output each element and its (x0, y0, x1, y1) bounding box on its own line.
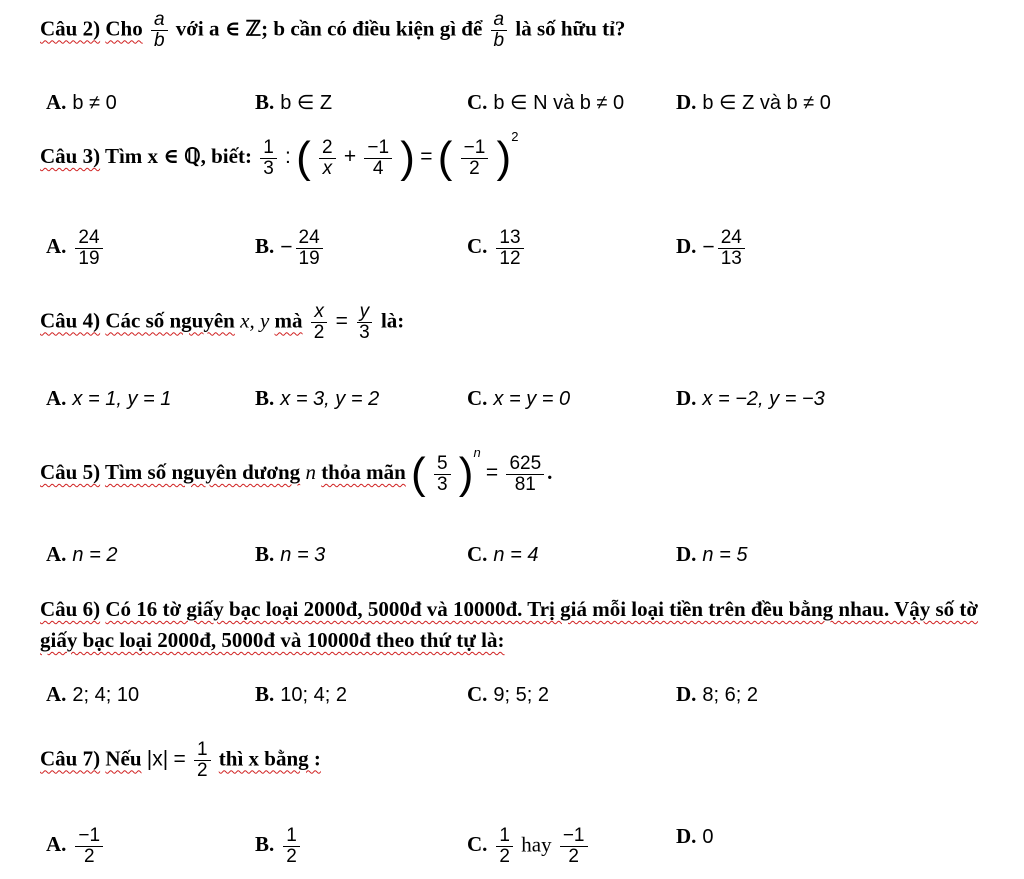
q7-fraction: $\frac{1}{2}$ (194, 740, 211, 781)
question-3-text: Tìm x ∈ ℚ, biết: (104, 144, 252, 168)
q5-paren-open: ( (411, 449, 426, 499)
q7-option-d[interactable]: D. 0 (676, 824, 714, 848)
q2-option-b[interactable]: B. b ∈ Z (255, 90, 333, 114)
question-2-label: Câu 2) (40, 16, 101, 41)
q2-option-c[interactable]: C. b ∈ N và b ≠ 0 (467, 90, 625, 114)
q5-period: . (547, 460, 553, 484)
question-7 (40, 740, 321, 781)
q7-option-a[interactable]: A. $\frac{-1}{2}$ (46, 826, 106, 867)
q4-equals: = (335, 309, 348, 333)
question-2-prefix: Cho (105, 16, 143, 41)
q5-equals: = (485, 461, 499, 484)
q7-equals: = (173, 747, 186, 771)
q3-option-a[interactable]: A. $\frac{24}{19}$ (46, 228, 106, 269)
q5-option-a[interactable]: A. n = 2 (46, 542, 118, 566)
q3-paren-open-2: ( (437, 133, 453, 183)
q6-option-c[interactable]: C. 9; 5; 2 (467, 682, 550, 706)
question-4-options (0, 388, 1024, 428)
q3-paren-close: ) (400, 133, 415, 183)
question-4-label: Câu 4) (40, 308, 101, 333)
q6-option-b[interactable]: B. 10; 4; 2 (255, 682, 347, 706)
q2-option-d[interactable]: D. b ∈ Z và b ≠ 0 (676, 90, 831, 114)
q7-suffix: thì x bằng : (218, 746, 321, 771)
question-6-options (0, 684, 1024, 724)
q3-option-b[interactable]: B. − $\frac{24}{19}$ (255, 228, 326, 269)
question-6-label: Câu 6) (40, 597, 101, 621)
q3-fraction-1: $\frac{1}{3}$ (260, 138, 277, 179)
q7-option-b[interactable]: B. $\frac{1}{2}$ (255, 826, 303, 867)
question-3-label: Câu 3) (40, 144, 101, 168)
q5-exponent: n (473, 445, 481, 460)
q3-exponent: 2 (511, 129, 519, 144)
question-4-text: Các số nguyên (105, 308, 235, 333)
q7-abs: |x| (146, 747, 169, 771)
q3-fraction-3: $\frac{-1}{4}$ (364, 138, 392, 179)
q3-colon: : (285, 145, 291, 168)
q4-ma: mà (274, 308, 303, 333)
q3-option-c[interactable]: C. $\frac{13}{12}$ (467, 228, 527, 269)
question-2-options (0, 92, 1024, 132)
q4-vars: x, y (240, 308, 270, 333)
q4-option-d[interactable]: D. x = −2, y = −3 (676, 386, 825, 410)
q5-fraction-1: $\frac{5}{3}$ (434, 454, 451, 495)
question-3-options (0, 228, 1024, 268)
question-7-label: Câu 7) (40, 746, 101, 771)
q5-fraction-2: $\frac{625}{81}$ (506, 454, 544, 495)
q5-paren-close: ) (458, 449, 474, 499)
q3-fraction-4: $\frac{-1}{2}$ (461, 138, 489, 179)
q4-option-b[interactable]: B. x = 3, y = 2 (255, 386, 380, 410)
q4-fraction-1: $\frac{x}{2}$ (311, 302, 328, 343)
q3-equals: = (420, 145, 433, 168)
q3-option-d[interactable]: D. − $\frac{24}{13}$ (676, 228, 748, 269)
q4-option-c[interactable]: C. x = y = 0 (467, 386, 571, 410)
question-2-middle: với a ∈ ℤ; b cần có điều kiện gì để (175, 16, 483, 41)
question-4 (40, 302, 404, 343)
question-5-text-2: thỏa mãn (321, 460, 406, 484)
q5-option-b[interactable]: B. n = 3 (255, 542, 326, 566)
q6-option-a[interactable]: A. 2; 4; 10 (46, 682, 140, 706)
question-6-text: Có 16 tờ giấy bạc loại 2000đ, 5000đ và 10000đ. Trị giá mỗi loại tiền trên đều bằng nhau. Vậy số tờ giấy bạc loại 2000đ, 5000đ và 10000đ theo thứ tự là: (40, 597, 979, 652)
question-2 (40, 10, 625, 51)
q3-plus: + (343, 145, 357, 168)
q7-option-c[interactable]: C. $\frac{1}{2}$ hay $\frac{-1}{2}$ (467, 826, 591, 867)
question-2-suffix: là số hữu tỉ? (515, 16, 626, 41)
question-3 (40, 129, 519, 183)
question-5-text: Tìm số nguyên dương (104, 460, 301, 484)
q5-option-d[interactable]: D. n = 5 (676, 542, 748, 566)
question-7-options (0, 826, 1024, 866)
q4-fraction-2: $\frac{y}{3}$ (356, 302, 373, 343)
question-2-fraction: $\frac{a}{b}$ (151, 10, 168, 51)
question-2-fraction-2: $\frac{a}{b}$ (491, 10, 508, 51)
q6-option-d[interactable]: D. 8; 6; 2 (676, 682, 759, 706)
question-5-options (0, 544, 1024, 584)
q2-option-a[interactable]: A. b ≠ 0 (46, 90, 117, 114)
q5-option-c[interactable]: C. n = 4 (467, 542, 539, 566)
question-6 (40, 594, 1020, 656)
q3-paren-close-2: ) (496, 133, 512, 183)
q4-suffix: là: (380, 308, 405, 333)
question-5-label: Câu 5) (40, 460, 101, 484)
q4-option-a[interactable]: A. x = 1, y = 1 (46, 386, 172, 410)
q5-var: n (305, 460, 316, 484)
question-7-text: Nếu (105, 746, 142, 771)
question-5 (40, 445, 553, 499)
q3-paren-open: ( (296, 133, 311, 183)
q3-fraction-2: $\frac{2}{x}$ (319, 138, 336, 179)
